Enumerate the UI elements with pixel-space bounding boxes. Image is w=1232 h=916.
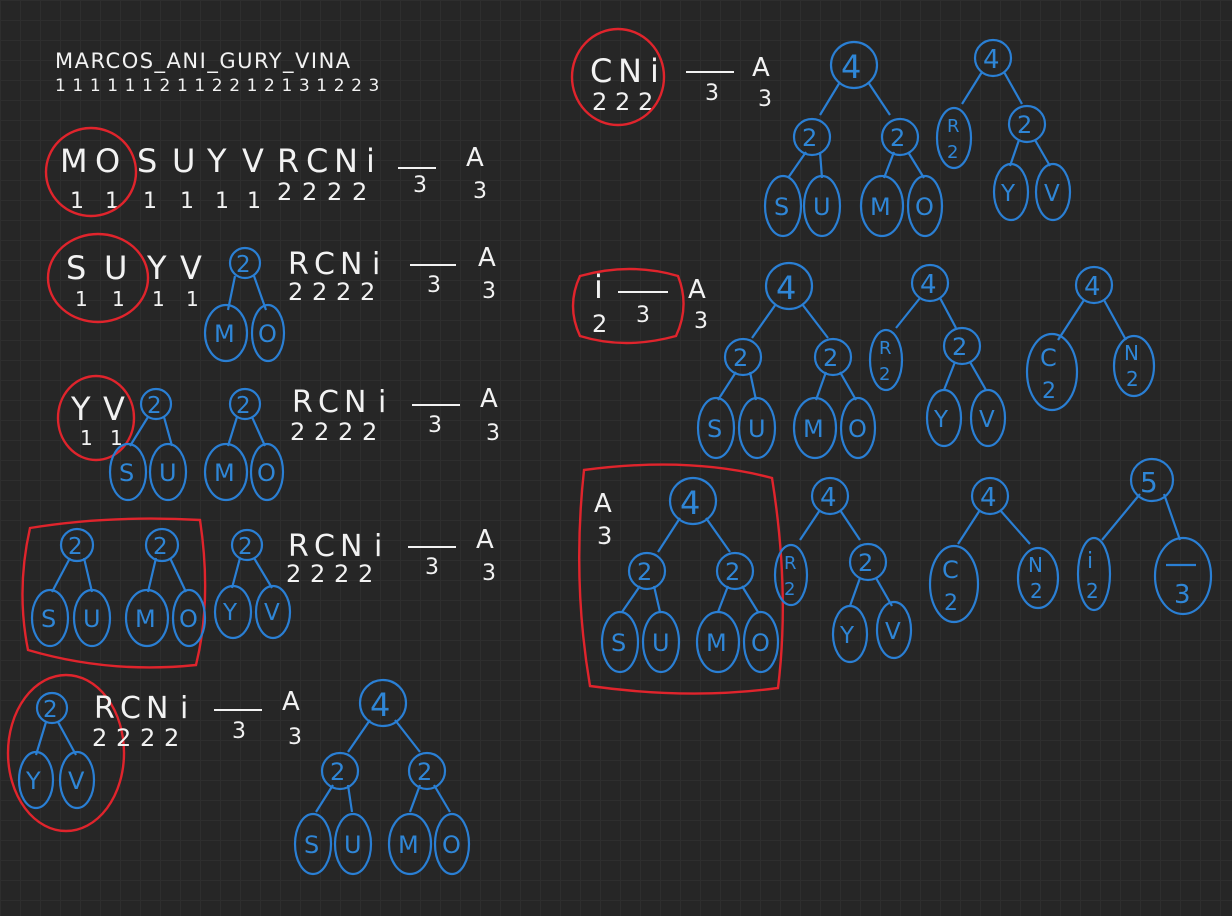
freq-underscore: 3 <box>413 173 427 198</box>
freq-C: 2 <box>312 278 328 306</box>
leaf-C-freq: 2 <box>944 591 958 616</box>
node-weight: 2 <box>637 558 653 586</box>
freq-Y: 1 <box>215 189 229 214</box>
freq-V: 1 <box>110 426 123 450</box>
freq-i: 2 <box>358 560 374 588</box>
freq-R: 2 <box>92 724 108 752</box>
symbol-i: i <box>378 385 387 420</box>
symbol-V: V <box>103 390 125 428</box>
leaf-Y-symbol: Y <box>840 623 855 649</box>
leaf-V-symbol: V <box>264 600 280 626</box>
freq-N: 2 <box>334 560 350 588</box>
symbol-N: N <box>340 247 363 282</box>
freq-U: 1 <box>180 189 194 214</box>
symbol-A: A <box>476 525 494 555</box>
red-circle-SU <box>48 234 148 322</box>
freq-underscore: 3 <box>232 719 246 744</box>
symbol-Y: Y <box>147 249 167 287</box>
freq-A: 3 <box>482 561 496 586</box>
freq-i: 2 <box>638 88 654 116</box>
symbol-A: A <box>478 243 496 273</box>
symbol-A: A <box>282 687 300 717</box>
symbol-C: C <box>306 142 329 180</box>
row-4-list <box>22 519 496 668</box>
row-2-list <box>48 234 496 361</box>
freq-V: 1 <box>186 287 199 311</box>
leaf-M-symbol: M <box>398 831 419 859</box>
leaf-N-freq: 2 <box>1126 367 1139 391</box>
node-weight: 4 <box>841 48 862 86</box>
leaf-Y-symbol: Y <box>223 600 238 626</box>
leaf-U-symbol: U <box>159 459 177 487</box>
leaf-U-symbol: U <box>652 629 670 657</box>
freq-i: 2 <box>164 724 180 752</box>
leaf-U-symbol: U <box>83 605 101 633</box>
leaf-V-symbol: V <box>1044 181 1060 207</box>
leaf-M-symbol: M <box>706 629 727 657</box>
symbol-A: A <box>752 53 770 83</box>
freq-M: 1 <box>70 189 84 214</box>
leaf-U-symbol: U <box>344 831 362 859</box>
freq-i: 2 <box>352 178 368 206</box>
leaf-N-freq: 2 <box>1030 579 1043 603</box>
symbol-O: O <box>95 142 121 180</box>
node-weight: 5 <box>1140 466 1158 499</box>
leaf-i-freq: 2 <box>1086 579 1099 603</box>
node-weight: 2 <box>417 758 433 786</box>
node-weight: 2 <box>147 393 162 419</box>
symbol-Y: Y <box>207 142 227 180</box>
leaf-S-symbol: S <box>119 459 135 487</box>
leaf-V-symbol: V <box>979 407 995 433</box>
freq-A: 3 <box>482 279 496 304</box>
freq-U: 1 <box>112 287 125 311</box>
freq-A: 3 <box>473 179 487 204</box>
leaf-O-symbol: O <box>179 605 198 633</box>
node-weight: 4 <box>820 483 837 513</box>
freq-N: 2 <box>327 178 343 206</box>
node-weight: 2 <box>153 534 168 560</box>
freq-i: 2 <box>592 310 608 338</box>
node-weight: 2 <box>802 124 818 152</box>
row-5-list <box>8 675 469 874</box>
leaf-R-freq: 2 <box>947 142 959 163</box>
node-weight: 2 <box>823 344 839 372</box>
freq-underscore: 3 <box>427 273 441 298</box>
symbol-N: N <box>618 52 642 90</box>
symbol-R: R <box>288 529 309 564</box>
freq-R: 2 <box>277 178 293 206</box>
node-weight: 2 <box>236 252 251 278</box>
node-weight: 2 <box>733 344 749 372</box>
symbol-C: C <box>314 247 335 282</box>
symbol-i: i <box>374 529 383 564</box>
node-weight: 2 <box>890 124 906 152</box>
symbol-C: C <box>318 385 339 420</box>
leaf-O-symbol: O <box>751 629 770 657</box>
leaf-V-symbol: V <box>885 619 901 645</box>
freq-underscore: 3 <box>636 303 650 328</box>
freq-A: 3 <box>486 421 500 446</box>
symbol-R: R <box>277 142 300 180</box>
node-weight: 2 <box>236 393 251 419</box>
leaf-R-symbol: R <box>784 553 797 574</box>
symbol-R: R <box>94 691 115 726</box>
freq-N: 2 <box>615 88 631 116</box>
symbol-i: i <box>372 247 381 282</box>
symbol-N: N <box>334 142 358 180</box>
freq-V: 1 <box>247 189 261 214</box>
symbol-C: C <box>314 529 335 564</box>
symbol-S: S <box>137 142 158 180</box>
freq-C: 2 <box>310 560 326 588</box>
freq-C: 2 <box>302 178 318 206</box>
leaf-O-symbol: O <box>258 320 277 348</box>
freq-S: 1 <box>75 287 88 311</box>
freq-N: 2 <box>338 418 354 446</box>
symbol-A: A <box>594 489 612 519</box>
row-3-list <box>58 376 500 500</box>
freq-O: 1 <box>105 189 119 214</box>
leaf-O-symbol: O <box>257 459 276 487</box>
symbol-A: A <box>480 384 498 414</box>
freq-R: 2 <box>290 418 306 446</box>
leaf-Y-symbol: Y <box>26 767 41 795</box>
symbol-U: U <box>172 142 196 180</box>
freq-N: 2 <box>140 724 156 752</box>
node-weight: 4 <box>1084 272 1101 302</box>
freq-S: 1 <box>143 189 157 214</box>
node-weight: 2 <box>1017 111 1033 139</box>
freq-underscore: 3 <box>428 413 442 438</box>
symbol-i: i <box>650 52 659 90</box>
leaf-M-symbol: M <box>870 193 891 221</box>
symbol-i: i <box>594 268 603 306</box>
symbol-R: R <box>292 385 313 420</box>
symbol-i: i <box>366 142 375 180</box>
symbol-N: N <box>340 529 363 564</box>
symbol-V: V <box>180 249 202 287</box>
node-weight: 2 <box>952 333 968 361</box>
leaf-O-symbol: O <box>442 831 461 859</box>
symbol-N: N <box>146 691 169 726</box>
symbol-V: V <box>242 142 264 180</box>
symbol-A: A <box>688 275 706 305</box>
leaf-i-symbol: i <box>1087 549 1094 574</box>
symbol-S: S <box>66 249 87 287</box>
leaf-C-freq: 2 <box>1042 379 1056 404</box>
freq-R: 2 <box>288 278 304 306</box>
right-step-2 <box>573 263 1154 458</box>
freq-i: 2 <box>360 278 376 306</box>
freq-A: 3 <box>694 309 708 334</box>
symbol-U: U <box>104 249 128 287</box>
node-weight: 2 <box>330 758 346 786</box>
freq-N: 2 <box>336 278 352 306</box>
freq-C: 2 <box>314 418 330 446</box>
leaf-S-symbol: S <box>707 415 723 443</box>
leaf-O-symbol: O <box>915 193 934 221</box>
node-weight: 2 <box>858 549 874 577</box>
red-circle-i <box>573 269 684 343</box>
freq-A: 3 <box>758 87 772 112</box>
node-weight: 2 <box>68 534 83 560</box>
freq-underscore: 3 <box>425 555 439 580</box>
node-weight: 4 <box>776 269 797 307</box>
freq-A: 3 <box>288 725 302 750</box>
node-weight: 2 <box>43 697 58 723</box>
leaf-R-symbol: R <box>879 338 892 359</box>
freq-Y: 1 <box>80 426 93 450</box>
symbol-C: C <box>590 52 613 90</box>
leaf-R-freq: 2 <box>879 364 891 385</box>
leaf-C-symbol: C <box>1040 344 1057 372</box>
freq-Y: 1 <box>152 287 165 311</box>
symbol-C: C <box>120 691 141 726</box>
leaf-R-freq: 2 <box>784 579 796 600</box>
node-weight: 2 <box>725 558 741 586</box>
symbol-Y: Y <box>71 390 91 428</box>
leaf-Y-symbol: Y <box>934 407 949 433</box>
freq-C: 2 <box>116 724 132 752</box>
node-weight: 2 <box>238 534 253 560</box>
leaf-S-symbol: S <box>611 629 627 657</box>
freq-i: 2 <box>362 418 378 446</box>
leaf-N-symbol: N <box>1124 341 1139 365</box>
freq-R: 2 <box>286 560 302 588</box>
leaf-U-symbol: U <box>748 415 766 443</box>
leaf-S-symbol: S <box>41 605 57 633</box>
node-weight: 4 <box>920 270 937 300</box>
leaf-N-symbol: N <box>1028 553 1043 577</box>
phrase-text: MARCOS_ANI_GURY_VINA <box>55 49 352 73</box>
leaf-underscore-freq: 3 <box>1174 580 1191 610</box>
leaf-M-symbol: M <box>135 605 156 633</box>
freq-underscore: 3 <box>705 81 719 106</box>
phrase-counts: 1 1 1 1 1 1 2 1 1 2 2 1 2 1 3 1 2 2 3 <box>55 76 380 96</box>
leaf-S-symbol: S <box>304 831 320 859</box>
freq-A: 3 <box>597 522 613 550</box>
node-weight: 4 <box>980 483 997 513</box>
symbol-R: R <box>288 247 309 282</box>
leaf-M-symbol: M <box>214 459 235 487</box>
leaf-M-symbol: M <box>803 415 824 443</box>
row-1-list <box>46 128 487 216</box>
leaf-S-symbol: S <box>774 193 790 221</box>
leaf-R-symbol: R <box>947 116 960 137</box>
symbol-N: N <box>344 385 367 420</box>
symbol-M: M <box>60 142 88 180</box>
node-weight: 4 <box>370 686 391 724</box>
right-step-3 <box>579 459 1211 694</box>
freq-C: 2 <box>592 88 608 116</box>
leaf-C-symbol: C <box>942 556 959 584</box>
leaf-V-symbol: V <box>68 767 85 795</box>
leaf-Y-symbol: Y <box>1001 181 1016 207</box>
leaf-U-symbol: U <box>813 193 831 221</box>
node-weight: 4 <box>983 45 1000 75</box>
leaf-O-symbol: O <box>848 415 867 443</box>
right-step-1 <box>572 29 1070 236</box>
node-weight: 4 <box>680 484 701 522</box>
symbol-i: i <box>180 691 189 726</box>
leaf-M-symbol: M <box>214 320 235 348</box>
symbol-A: A <box>466 143 484 173</box>
